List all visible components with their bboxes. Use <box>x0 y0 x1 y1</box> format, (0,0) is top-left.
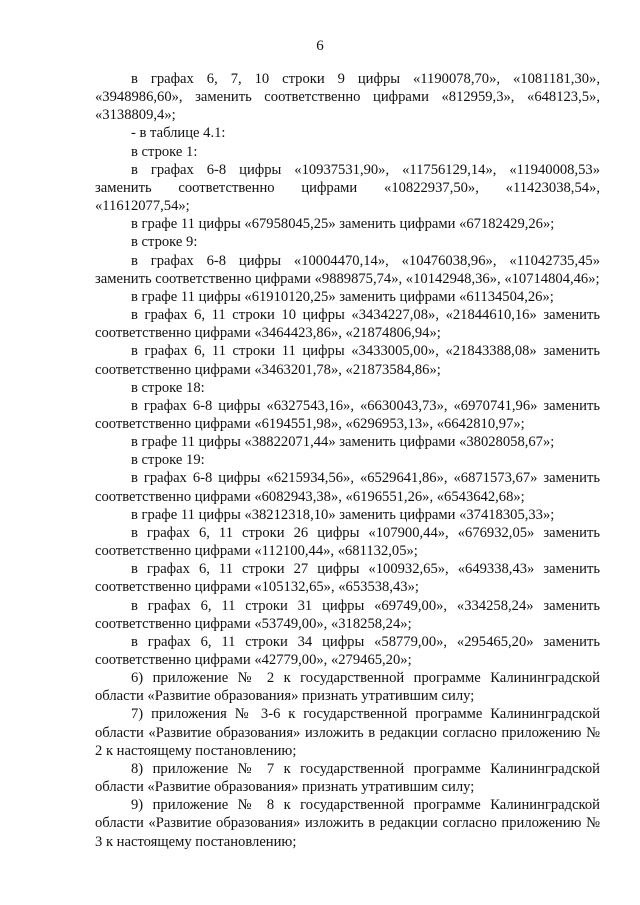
paragraph: в графах 6-8 цифры «6327543,16», «6630043,73», «6970741,96» заменить соответственно цифрами «6194551,98», «6296953,13», «6642810,97»; <box>95 397 600 432</box>
paragraph: в строке 18: <box>131 379 205 396</box>
paragraph: в графе 11 цифры «61910120,25» заменить цифрами «61134504,26»; <box>131 288 554 305</box>
paragraph: в графах 6, 11 строки 31 цифры «69749,00», «334258,24» заменить соответственно цифрами «53749,00», «318258,24»; <box>95 597 600 632</box>
paragraph: в строке 9: <box>131 234 198 251</box>
paragraph: 9) приложение № 8 к государственной программе Калининградской области «Развитие образования» изложить в редакции согласно приложению № 3 к настоящему постановлению; <box>95 797 600 850</box>
paragraph: 8) приложение № 7 к государственной программе Калининградской области «Развитие образования» признать утратившим силу; <box>95 760 600 796</box>
paragraph: в графах 6, 11 строки 27 цифры «100932,65», «649338,43» заменить соответственно цифрами «105132,65», «653538,43»; <box>95 561 600 596</box>
paragraph: - в таблице 4.1: <box>131 125 226 142</box>
paragraph: в графах 6, 11 строки 34 цифры «58779,00», «295465,20» заменить соответственно цифрами «42779,00», «279465,20»; <box>95 633 600 668</box>
paragraph: 7) приложения № 3-6 к государственной программе Калининградской области «Развитие образования» изложить в редакции согласно приложению № 2 к настоящему постановлению; <box>95 706 600 759</box>
paragraph: в графе 11 цифры «38212318,10» заменить цифрами «37418305,33»; <box>131 506 555 523</box>
paragraph: в графах 6-8 цифры «6215934,56», «6529641,86», «6871573,67» заменить соответственно цифрами «6082943,38», «6196551,26», «6543642,68»; <box>95 470 600 505</box>
paragraph: 6) приложение № 2 к государственной программе Калининградской области «Развитие образования» признать утратившим силу; <box>95 670 600 705</box>
paragraph: в строке 19: <box>131 452 205 469</box>
paragraph: в графах 6-8 цифры «10004470,14», «10476038,96», «11042735,45» заменить соответственно цифрами «9889875,74», «10142948,36», «10714804,46»; <box>95 252 600 287</box>
paragraph: в графе 11 цифры «38822071,44» заменить цифрами «38028058,67»; <box>131 434 555 451</box>
document-body <box>95 70 600 851</box>
paragraph: в графах 6, 11 строки 11 цифры «3433005,00», «21843388,08» заменить соответственно цифрами «3463201,78», «21873584,86»; <box>95 343 600 378</box>
page-number: 6 <box>316 38 324 54</box>
paragraph: в графе 11 цифры «67958045,25» заменить цифрами «67182429,26»; <box>131 216 555 233</box>
paragraph: в строке 1: <box>131 143 198 160</box>
paragraph: в графах 6-8 цифры «10937531,90», «11756129,14», «11940008,53» заменить соответственно цифрами «10822937,50», «11423038,54», «11612077,54»; <box>95 161 600 215</box>
paragraph: в графах 6, 7, 10 строки 9 цифры «1190078,70», «1081181,30», «3948986,60», заменить соответственно цифрами «812959,3», «648123,5», «3138809,4»; <box>95 71 600 124</box>
paragraph: в графах 6, 11 строки 26 цифры «107900,44», «676932,05» заменить соответственно цифрами «112100,44», «681132,05»; <box>95 524 600 560</box>
paragraph: в графах 6, 11 строки 10 цифры «3434227,08», «21844610,16» заменить соответственно цифрами «3464423,86», «21874806,94»; <box>95 307 600 342</box>
